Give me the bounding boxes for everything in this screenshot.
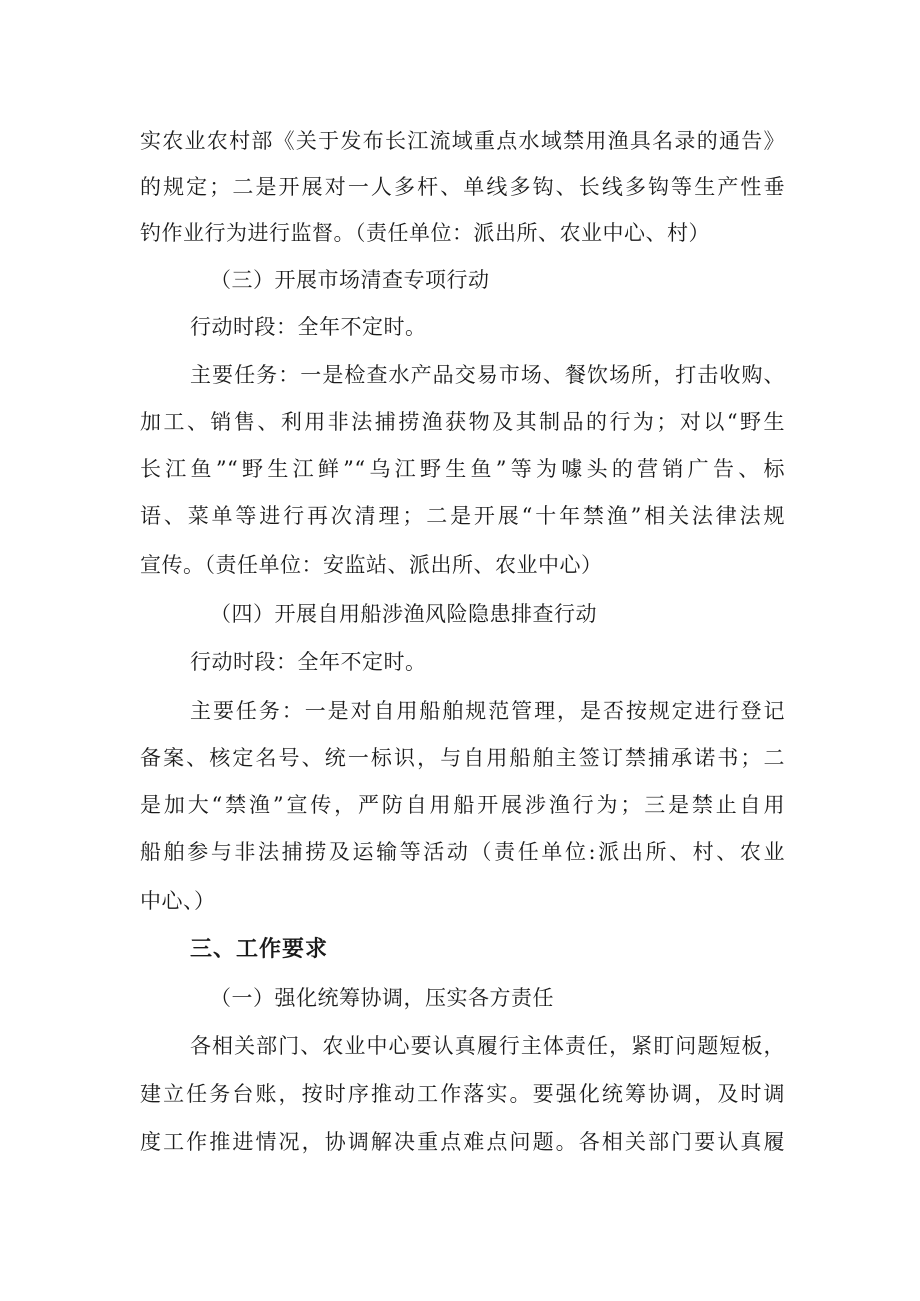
action-period: 行动时段：全年不定时。 [190,315,427,339]
paragraph-line: 宣传。（责任单位：安监站、派出所、农业中心） [140,553,603,577]
paragraph-line: 是加大“禁渔”宣传，严防自用船开展涉渔行为；三是禁止自用 [140,793,785,817]
paragraph-line: 各相关部门、农业中心要认真履行主体责任，紧盯问题短板， [190,1034,785,1058]
chapter-heading-work-requirements: 三、工作要求 [190,937,329,962]
paragraph-line: 度工作推进情况，协调解决重点难点问题。各相关部门要认真履 [140,1130,785,1154]
section-heading-4: （四）开展自用船涉渔风险隐患排查行动 [210,602,597,626]
action-period: 行动时段：全年不定时。 [190,650,427,674]
paragraph-line: 船舶参与非法捕捞及运输等活动（责任单位:派出所、村、农业 [140,840,785,864]
paragraph-line: 加工、销售、利用非法捕捞渔获物及其制品的行为；对以“野生 [140,410,785,434]
paragraph-line: 中心、） [140,889,216,913]
paragraph-line: 主要任务：一是对自用船舶规范管理，是否按规定进行登记 [190,699,785,723]
paragraph-line: 语、菜单等进行再次清理；二是开展“十年禁渔”相关法律法规 [140,504,785,528]
paragraph-line: 主要任务：一是检查水产品交易市场、餐饮场所，打击收购、 [190,363,785,387]
paragraph-line: 备案、核定名号、统一标识，与自用船舶主签订禁捕承诺书；二 [140,746,785,770]
paragraph-line: 长江鱼”“野生江鲜”“乌江野生鱼”等为噱头的营销广告、标 [140,457,785,481]
subsection-heading-1: （一）强化统筹协调，压实各方责任 [210,986,554,1010]
paragraph-line: 实农业农村部《关于发布长江流域重点水域禁用渔具名录的通告》 [140,129,785,153]
paragraph-line: 的规定；二是开展对一人多杆、单线多钩、长线多钩等生产性垂 [140,175,785,199]
section-heading-3: （三）开展市场清查专项行动 [210,268,490,292]
paragraph-line: 建立任务台账，按时序推动工作落实。要强化统筹协调，及时调 [140,1082,785,1106]
paragraph-line: 钓作业行为进行监督。（责任单位：派出所、农业中心、村） [140,221,710,245]
